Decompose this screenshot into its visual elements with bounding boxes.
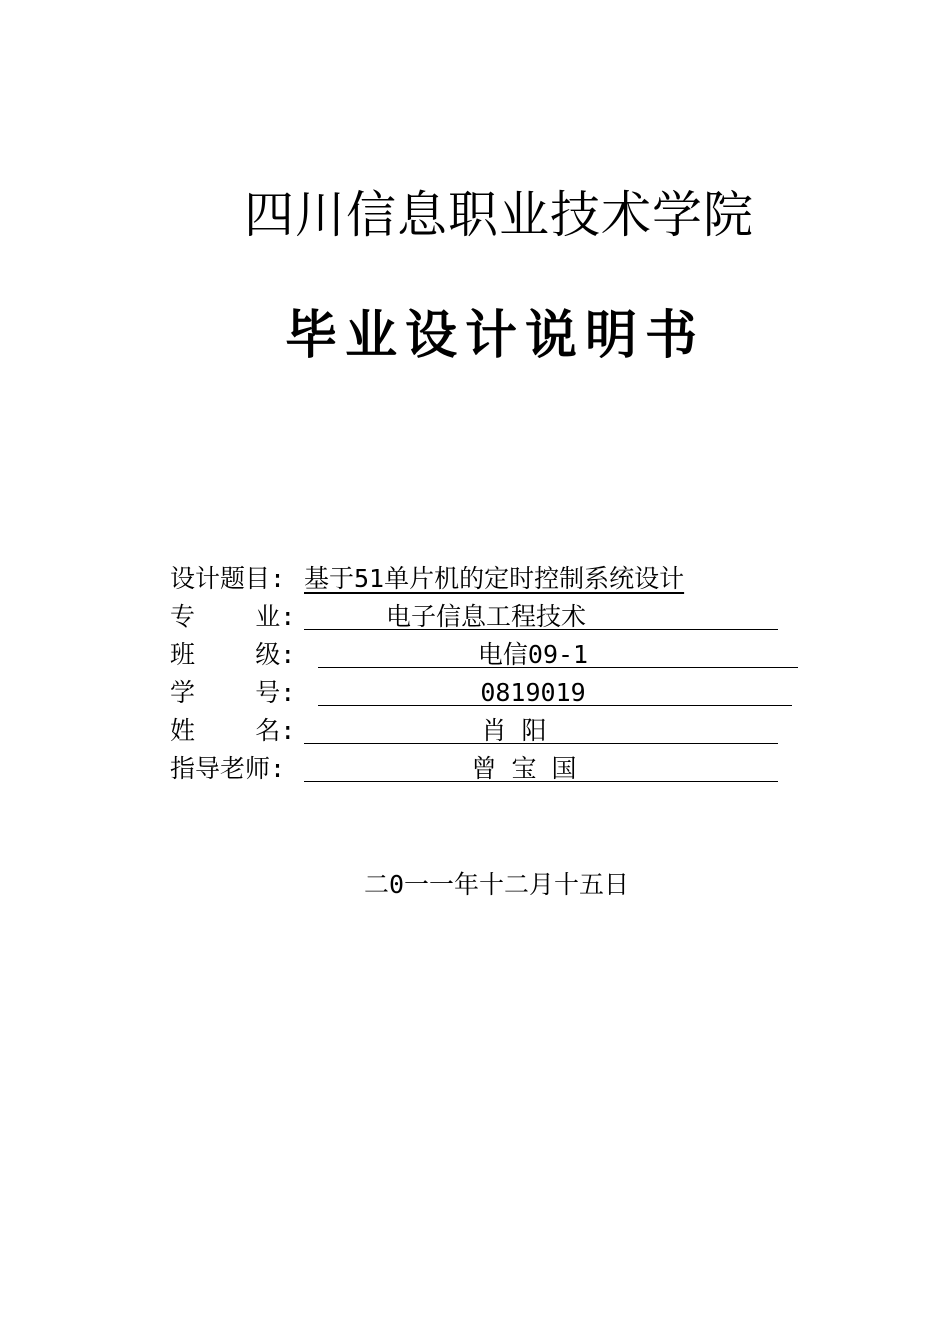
name-label: 姓 名: <box>170 716 296 745</box>
student-id-row <box>170 674 810 712</box>
student-id-label: 学 号: <box>170 678 311 707</box>
major-row <box>170 598 810 636</box>
topic-value: 基于51单片机的定时控制系统设计 <box>304 564 685 593</box>
class-row <box>170 636 810 674</box>
major-value: 电子信息工程技术 <box>385 602 586 631</box>
advisor-row <box>170 750 810 788</box>
advisor-label: 指导老师: <box>170 754 286 783</box>
student-id-value: 0819019 <box>480 678 586 707</box>
name-row <box>170 712 810 750</box>
major-label: 专 业: <box>170 602 296 631</box>
submission-date: 二0一一年十二月十五日 <box>364 870 630 899</box>
name-value: 肖 阳 <box>481 716 547 745</box>
advisor-value: 曾 宝 国 <box>471 754 577 783</box>
info-block <box>170 560 810 788</box>
class-value: 电信09-1 <box>477 640 589 669</box>
topic-row <box>170 560 810 598</box>
topic-label: 设计题目: <box>170 564 286 593</box>
class-label: 班 级: <box>170 640 311 669</box>
school-name: 四川信息职业技术学院 <box>244 186 754 244</box>
document-title: 毕业设计说明书 <box>284 305 705 366</box>
